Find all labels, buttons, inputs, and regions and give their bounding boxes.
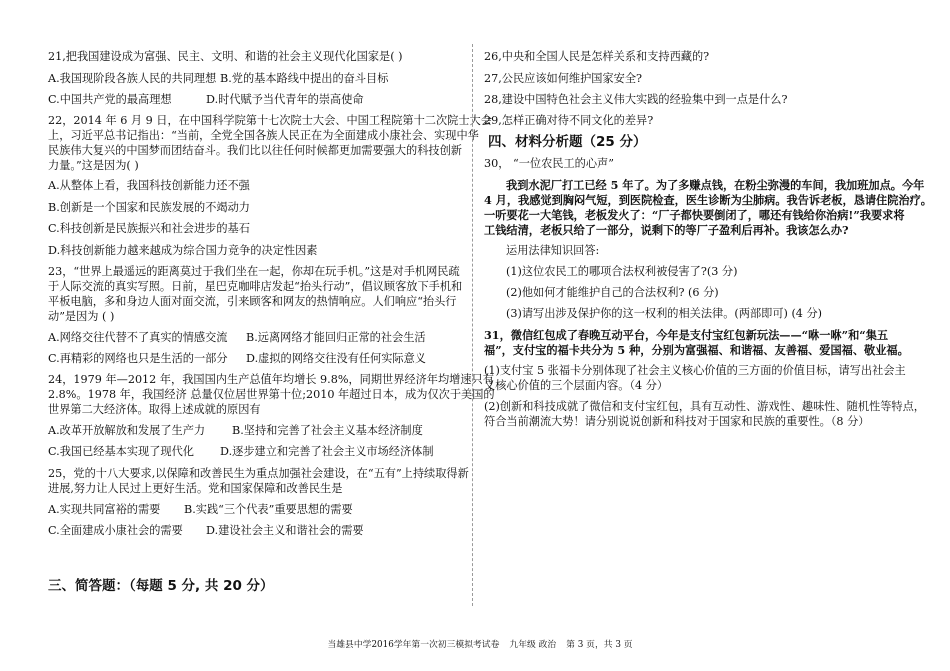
q30-material-line: 一听要花一大笔钱，老板发火了：“厂子都快要倒闭了，哪还有钱给你治病!”我要求将 <box>484 208 905 222</box>
q21-option-a: A.我国现阶段各族人民的共同理想 <box>48 72 217 85</box>
q30-material-line: 4 月，我感觉到胸闷气短，到医院检查，医生诊断为尘肺病。我告诉老板，恳请住院治疗。 <box>484 193 932 207</box>
footer-page-number: 第 3 页，共 3 页 <box>566 640 633 650</box>
q30-sub-1: (1)这位农民工的哪项合法权利被侵害了?(3 分) <box>506 265 738 278</box>
q23-stem-line: 于人际交流的真实写照。日前，星巴克咖啡店发起“抬头行动”，倡议顾客放下手机和 <box>48 280 463 293</box>
section-3-heading: 三、简答题：（每题 5 分, 共 20 分） <box>48 578 274 594</box>
q23-stem-line: 23，“世界上最遥远的距离莫过于我们坐在一起，你却在玩手机。”这是对手机网民疏 <box>48 265 460 278</box>
q31-material-line: 31，微信红包成了春晚互动平台，今年是支付宝红包新玩法——“咻一咻”和“集五 <box>484 328 889 342</box>
q30-material-line: 我到水泥厂打工已经 5 年了。为了多赚点钱，在粉尘弥漫的车间，我加班加点。今年 <box>506 178 925 192</box>
q31-material-line: 福”，支付宝的福卡共分为 5 种，分别为富强福、和谐福、友善福、爱国福、敬业福。 <box>484 343 909 357</box>
question-27: 27,公民应该如何维护国家安全? <box>484 72 643 85</box>
q30-sub-3: (3)请写出涉及保护你的这一权利的相关法律。(两部即可) (4 分) <box>506 307 823 320</box>
q22-stem-line: 力量。”这是因为( ) <box>48 159 139 172</box>
q23-option-a: A.网络交往代替不了真实的情感交流 <box>48 331 228 344</box>
q24-option-a: A.改革开放解放和发展了生产力 <box>48 424 206 437</box>
q31-sub-1-line: (1)支付宝 5 张福卡分别体现了社会主义核心价值的三方面的价值目标，请写出社会主 <box>484 364 906 377</box>
q22-stem-line: 上，习近平总书记指出：“当前，全党全国各族人民正在为全面建成小康社会、实现中华 <box>48 129 479 142</box>
question-26: 26,中央和全国人民是怎样关系和支持西藏的? <box>484 50 710 63</box>
q31-sub-2-line: 符合当前潮流大势！请分别说说创新和科技对于国家和民族的重要性。（8 分） <box>484 415 870 428</box>
column-divider <box>472 44 473 606</box>
q25-option-d: D.建设社会主义和谐社会的需要 <box>206 524 364 537</box>
q24-option-b: B.坚持和完善了社会主义基本经济制度 <box>232 424 423 437</box>
q25-stem-line: 进展,努力让人民过上更好生活。党和国家保障和改善民生是 <box>48 482 343 495</box>
q25-stem-line: 25，党的十八大要求,以保障和改善民生为重点加强社会建设，在“五有”上持续取得新 <box>48 467 469 480</box>
q30-sub-2: (2)他如何才能维护自己的合法权利? (6 分) <box>506 286 719 299</box>
q21-stem: 21,把我国建设成为富强、民主、文明、和谐的社会主义现代化国家是( ) <box>48 50 403 63</box>
q24-stem-line: 2.8%。1978 年，我国经济 总量仅位居世界第十位;2010 年超过日本，成为仅次于美国的 <box>48 388 495 401</box>
q22-stem-line: 民族伟大复兴的中国梦而团结奋斗。我们比以往任何时候都更加需要强大的科技创新 <box>48 144 462 157</box>
footer-exam-title: 当雄县中学2016学年第一次初三模拟考试卷 <box>327 640 500 650</box>
q22-option-a: A.从整体上看，我国科技创新能力还不强 <box>48 179 250 192</box>
q22-option-b: B.创新是一个国家和民族发展的不竭动力 <box>48 201 250 214</box>
q25-option-b: B.实践“三个代表”重要思想的需要 <box>184 503 353 516</box>
question-29: 29,怎样正确对待不同文化的差异? <box>484 114 654 127</box>
q31-sub-2-line: (2)创新和科技成就了微信和支付宝红包，具有互动性、游戏性、趣味性、随机性等特点， <box>484 400 925 413</box>
question-28: 28,建设中国特色社会主义伟大实践的经验集中到一点是什么? <box>484 93 788 106</box>
q25-option-a: A.实现共同富裕的需要 <box>48 503 161 516</box>
footer-grade-subject: 九年级 政治 <box>509 640 557 650</box>
q25-option-c: C.全面建成小康社会的需要 <box>48 524 183 537</box>
q23-option-d: D.虚拟的网络交往没有任何实际意义 <box>246 352 426 365</box>
q23-stem-line: 动”是因为 ( ) <box>48 310 115 323</box>
q24-stem-line: 24，1979 年—2012 年，我国国内生产总值年均增长 9.8%，同期世界经济年均增速只有 <box>48 373 494 386</box>
q24-option-d: D.逐步建立和完善了社会主义市场经济体制 <box>220 445 434 458</box>
q22-option-d: D.科技创新能力越来越成为综合国力竞争的决定性因素 <box>48 244 318 257</box>
q30-material-line: 工钱结清，老板只给了一部分，说剩下的等厂子盈利后再补。我该怎么办? <box>484 223 849 237</box>
q23-stem-line: 平板电脑，多和身边人面对面交流，引来顾客和网友的热情响应。人们响应“抬头行 <box>48 295 457 308</box>
section-4-heading: 四、材料分析题（25 分） <box>488 134 647 150</box>
q24-stem-line: 世界第二大经济体。取得上述成就的原因有 <box>48 403 261 416</box>
q21-option-b: B.党的基本路线中提出的奋斗目标 <box>220 72 389 85</box>
q21-option-d: D.时代赋予当代青年的崇高使命 <box>206 93 364 106</box>
q22-stem-line: 22，2014 年 6 月 9 日，在中国科学院第十七次院士大会、中国工程院第十二次院士大会 <box>48 114 492 127</box>
q24-option-c: C.我国已经基本实现了现代化 <box>48 445 194 458</box>
q23-option-c: C.再精彩的网络也只是生活的一部分 <box>48 352 228 365</box>
q31-sub-1-line: 义核心价值的三个层面内容。（4 分） <box>484 379 669 392</box>
q30-prompt: 运用法律知识回答: <box>506 244 600 257</box>
q23-option-b: B.远离网络才能回归正常的社会生活 <box>246 331 426 344</box>
q21-option-c: C.中国共产党的最高理想 <box>48 93 172 106</box>
page-footer <box>0 637 950 650</box>
q22-option-c: C.科技创新是民族振兴和社会进步的基石 <box>48 222 250 235</box>
q30-title: 30， “一位农民工的心声” <box>484 157 614 170</box>
